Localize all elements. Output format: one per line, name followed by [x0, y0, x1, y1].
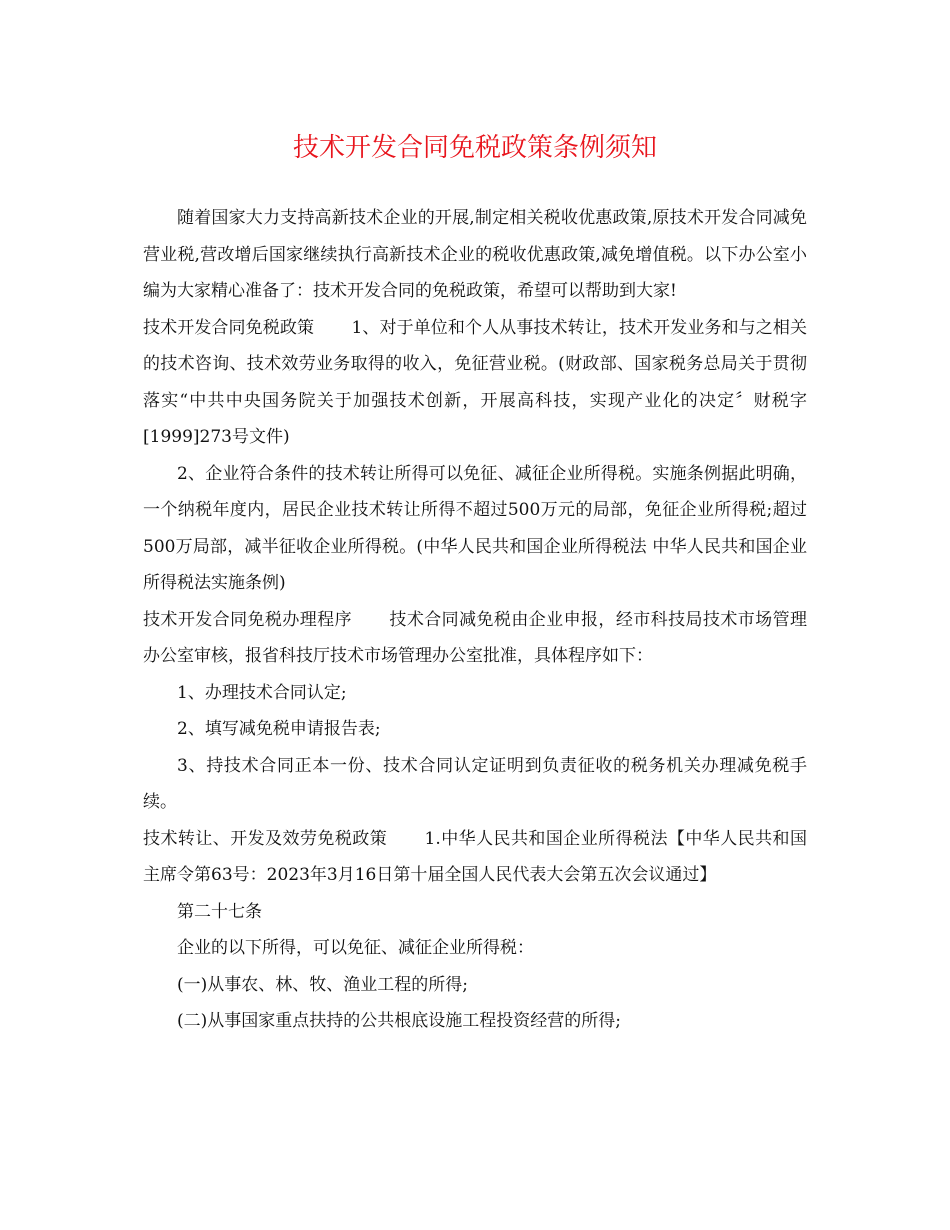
section-2-paragraph-1: 1、办理技术合同认定;: [177, 682, 347, 703]
section-2-lead: 技术合同减免税由企业申报，经市科技局技术市场管理办公室审核，报省科技厅技术市场管理办公室批准，具体程序如下：: [143, 609, 808, 666]
section-3-heading: 技术转让、开发及效劳免税政策: [143, 828, 388, 849]
section-1-paragraph-1: 2、企业符合条件的技术转让所得可以免征、减征企业所得税。实施条例据此明确，一个纳税年度内，居民企业技术转让所得不超过500万元的局部，免征企业所得税;超过500万局部，减半征收企业所得税。(中华人民共和国企业所得税法 中华人民共和国企业所得税法实施条例): [143, 463, 807, 593]
intro-paragraph: 随着国家大力支持高新技术企业的开展,制定相关税收优惠政策,原技术开发合同减免营业税,营改增后国家继续执行高新技术企业的税收优惠政策,减免增值税。以下办公室小编为大家精心准备了：技术开发合同的免税政策，希望可以帮助到大家!: [143, 208, 807, 301]
section-1-lead: 1、对于单位和个人从事技术转让，技术开发业务和与之相关的技术咨询、技术效劳业务取得的收入，免征营业税。(财政部、国家税务总局关于贯彻落实“中共中央国务院关于加强技术创新，开展高科技，实现产业化的决定〞财税字[1999]273号文件): [143, 317, 807, 447]
section-2-paragraph-3: 3、持技术合同正本一份、技术合同认定证明到负责征收的税务机关办理减免税手续。: [143, 755, 807, 812]
section-3-paragraph-1: 第二十七条: [177, 901, 262, 922]
section-3-lead-paragraph: [143, 821, 807, 894]
section-2-heading: 技术开发合同免税办理程序: [143, 609, 353, 630]
section-2-lead-paragraph: [143, 602, 807, 675]
section-3-paragraph-4: (二)从事国家重点扶持的公共根底设施工程投资经营的所得;: [177, 1011, 621, 1031]
section-3-paragraph-3: (一)从事农、林、牧、渔业工程的所得;: [177, 974, 468, 995]
document-title: 技术开发合同免税政策条例须知: [292, 133, 657, 163]
document-body: [143, 200, 807, 1040]
section-1-lead-paragraph: [143, 310, 807, 456]
section-3-lead: 1.中华人民共和国企业所得税法【中华人民共和国主席令第63号：2023年3月16日第十届全国人民代表大会第五次会议通过】: [143, 828, 808, 885]
section-1-heading: 技术开发合同免税政策: [143, 317, 315, 338]
section-3-paragraph-2: 企业的以下所得，可以免征、减征企业所得税：: [177, 938, 534, 958]
section-2-paragraph-2: 2、填写减免税申请报告表;: [177, 719, 381, 739]
